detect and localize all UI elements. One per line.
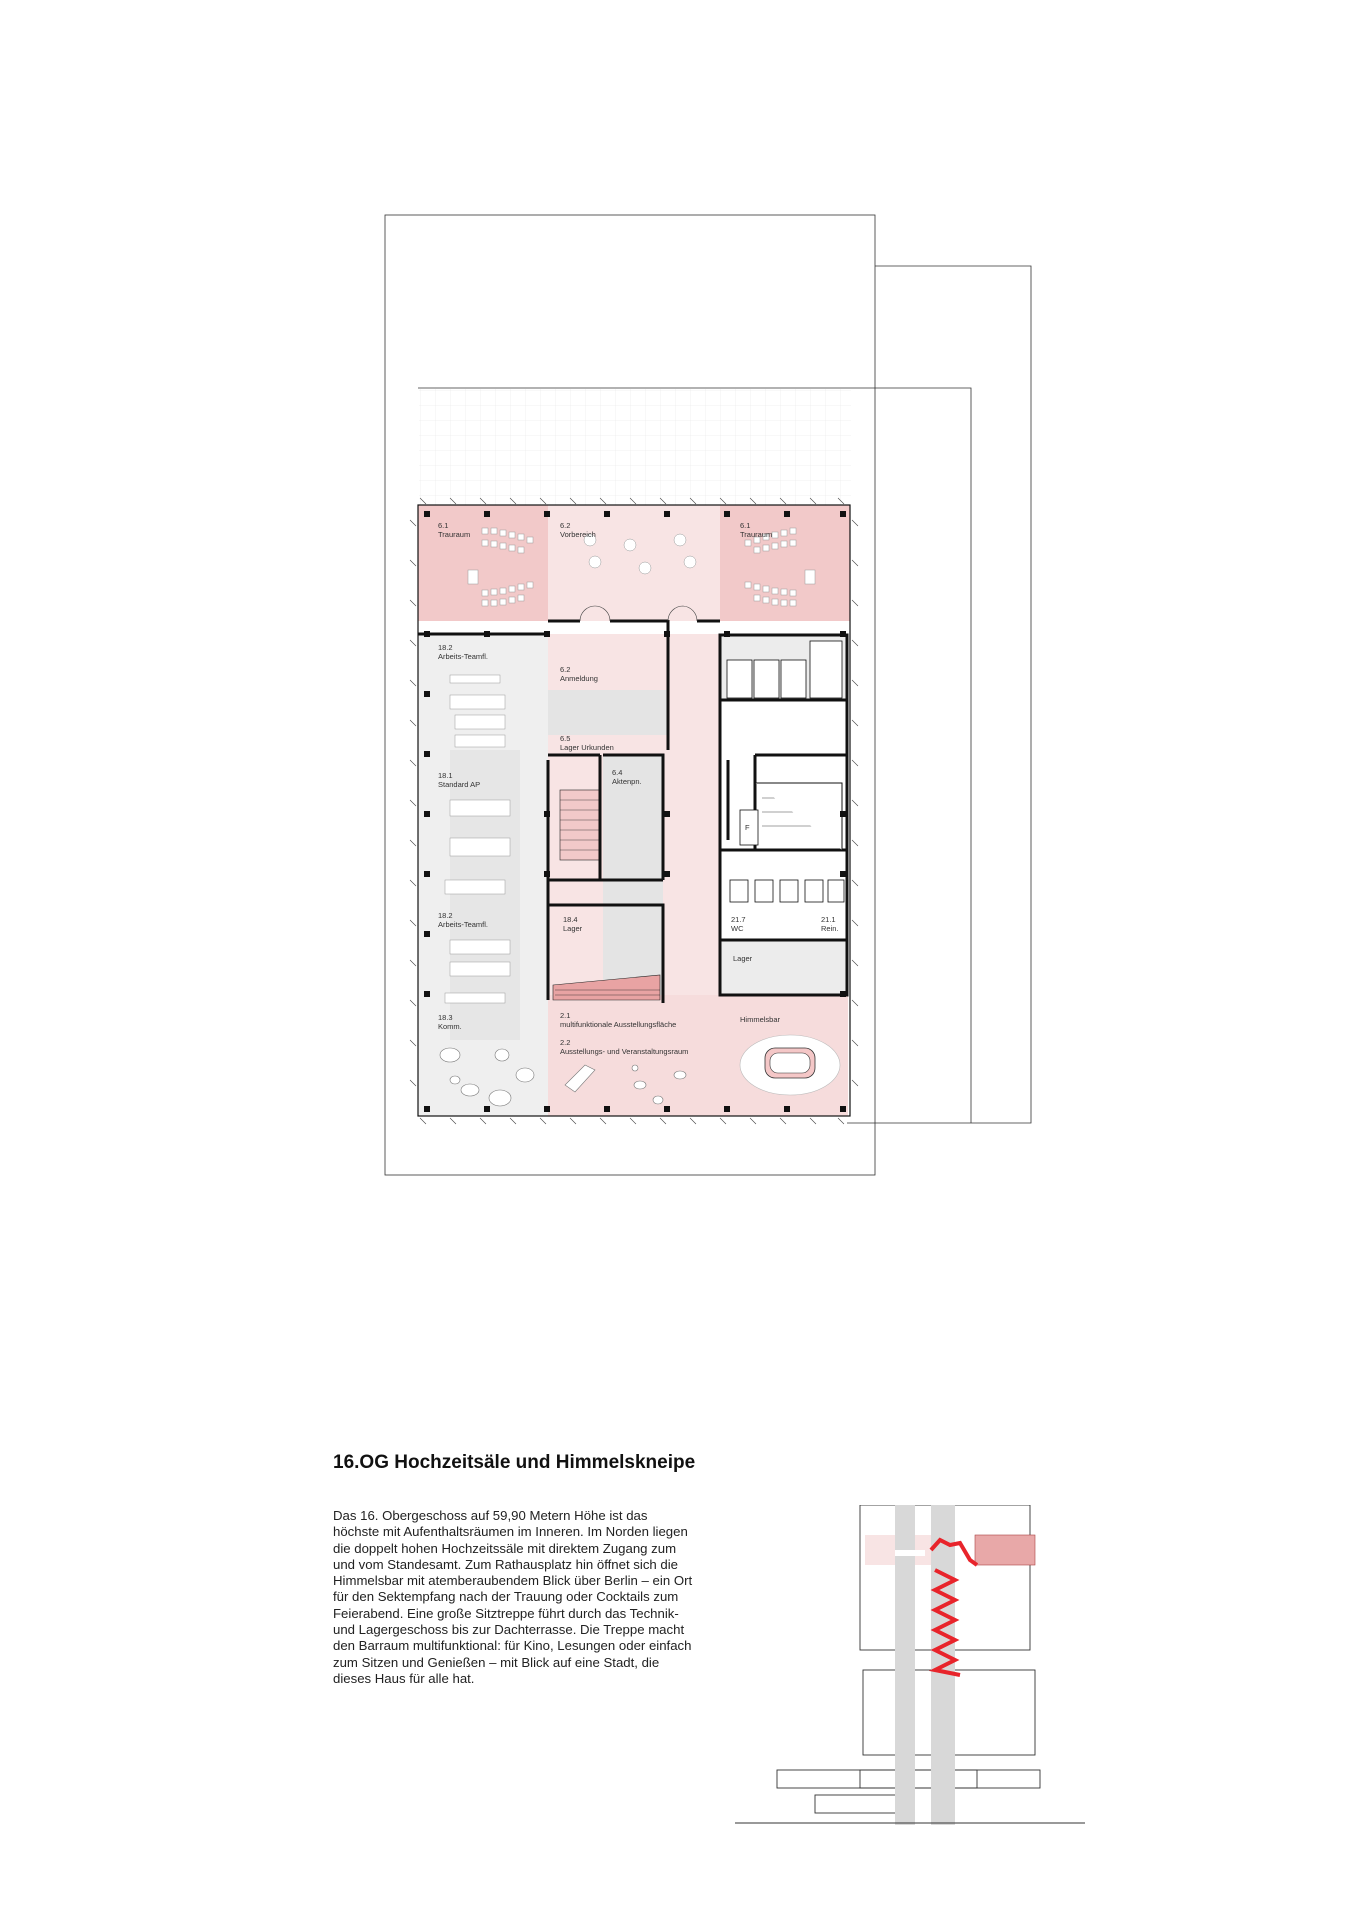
label-ausstellungsflaeche-num: 2.1	[560, 1011, 571, 1020]
label-lager-urkunden-name: Lager Urkunden	[560, 743, 614, 752]
label-arbeits-teamfl-1-name: Arbeits-Teamfl.	[438, 652, 489, 661]
label-lager-184-num: 18.4	[563, 915, 578, 924]
section-diagram	[735, 1505, 1095, 1825]
svg-text:21.7WC	[731, 915, 746, 933]
label-komm-name: Komm.	[438, 1022, 462, 1031]
sheet-description: Das 16. Obergeschoss auf 59,90 Metern Höhe ist das höchste mit Aufenthaltsräumen im Inneren. Im Norden liegen die doppelt hohen Hochzeitssäle mit direktem Zugang zum und vom Standesamt. Zum Rathausplatz hin öffnet sich die Himmelsbar mit atemberaubendem Blick über Berlin – ein Ort für den Sektempfang nach der Trauung oder Cocktails zum Feierabend. Eine große Sitztreppe führt durch das Technik- und Lagergeschoss bis zur Dachterrasse. Die Treppe macht den Barraum multifunktional: für Kino, Lesungen oder einfach zum Sitzen und Genießen – mit Blick auf eine Stadt, die dieses Haus für alle hat.	[333, 1508, 693, 1686]
label-arbeits-teamfl-1-num: 18.2	[438, 643, 453, 652]
akten-shaft	[603, 755, 663, 995]
label-aktenpn-name: Aktenpn.	[612, 777, 642, 786]
label-trauraum-e-name: Trauraum	[740, 530, 773, 539]
label-veranstaltungsraum-name: Ausstellungs- und Veranstaltungsraum	[560, 1047, 689, 1056]
sheet-title: 16.OG Hochzeitsäle und Himmelskneipe	[333, 1452, 696, 1473]
label-aufzug-f: F	[745, 823, 750, 832]
label-aktenpn-num: 6.4	[612, 768, 623, 777]
anmeldung-counter	[548, 690, 668, 735]
label-anmeldung-num: 6.2	[560, 665, 571, 674]
label-vorbereich-name: Vorbereich	[560, 530, 596, 539]
label-trauraum-w-name: Trauraum	[438, 530, 471, 539]
label-lager: Lager	[733, 954, 753, 963]
roof-terrace-grid	[419, 389, 851, 506]
label-veranstaltungsraum-num: 2.2	[560, 1038, 571, 1047]
section-himmelsbar-band	[975, 1535, 1035, 1565]
label-rein-name: Rein.	[821, 924, 839, 933]
label-wc-name: WC	[731, 924, 744, 933]
label-ausstellungsflaeche-name: multifunktionale Ausstellungsfläche	[560, 1020, 677, 1029]
label-standard-ap-name: Standard AP	[438, 780, 481, 789]
himmelsbar-counter	[740, 1035, 840, 1095]
label-anmeldung-name: Anmeldung	[560, 674, 598, 683]
section-floor-gap	[895, 1550, 925, 1556]
label-komm-num: 18.3	[438, 1013, 453, 1022]
label-arbeits-teamfl-2-name: Arbeits-Teamfl.	[438, 920, 489, 929]
label-standard-ap-num: 18.1	[438, 771, 453, 780]
label-rein-num: 21.1	[821, 915, 836, 924]
lager-zone	[720, 940, 847, 995]
office-furniture	[445, 675, 510, 1003]
label-lager-184-name: Lager	[563, 924, 583, 933]
label-lager-urkunden-num: 6.5	[560, 734, 571, 743]
label-himmelsbar: Himmelsbar	[740, 1015, 781, 1024]
label-arbeits-teamfl-2-num: 18.2	[438, 911, 453, 920]
label-wc-num: 21.7	[731, 915, 746, 924]
label-trauraum-e-num: 6.1	[740, 521, 751, 530]
label-vorbereich-num: 6.2	[560, 521, 571, 530]
label-trauraum-w-num: 6.1	[438, 521, 449, 530]
